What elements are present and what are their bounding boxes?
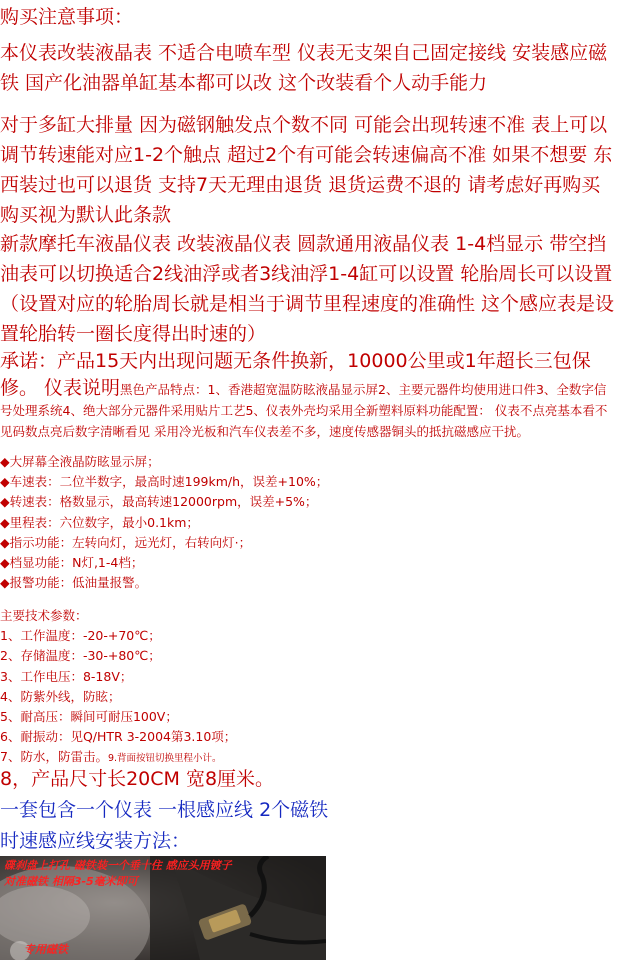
size-line: 8，产品尺寸长20CM 宽8厘米。 [0,768,275,790]
param-item: 4、防紫外线，防眩； [0,688,121,704]
product-features-text: 黑色产品特点：1、香港超宽温防眩液晶显示屏2、主要元器件均使用进口件3、全数字信号处理系统4、绝大部分元器件采用贴片工艺5、仪表外壳均采用全新塑料原料功能配置： 仪表不点亮基本看不见码数点亮后数字清晰看见 采用冷光板和汽车仪表差不多，速度传感器铜头的抵抗磁感应干扰。 [0,382,608,439]
install-photo [0,856,326,960]
param-item: 5、耐高压：瞬间可耐压100V； [0,709,178,725]
spec-item: ◆报警功能：低油量报警。 [0,575,148,591]
params-title: 主要技术参数： [0,608,88,623]
install-heading: 时速感应线安装方法： [0,830,191,852]
photo-caption-3: 专用磁铁 [24,943,68,956]
spec-item: ◆车速表：二位半数字，最高时速199km/h，误差+10%； [0,474,329,490]
param-item: 2、存储温度：-30-+80℃； [0,648,161,664]
tech-params [0,606,618,770]
param-item-text: 7、防水，防雷击。 [0,749,108,765]
photo-caption-1: 碟刹盘上打孔 磁铁装一个垂十住 感应头用镀子 [4,859,232,872]
warranty-text: 承诺：产品15天内出现问题无条件换新，10000公里或1年超长三包保修。 仪表说明 [0,350,591,399]
product-description: 新款摩托车液晶仪表 改装液晶仪表 圆款通用液晶仪表 1-4档显示 带空挡 油表可以切换适合2线油浮或者3线油浮1-4缸可以设置 轮胎周长可以设置（设置对应的轮胎周长就是相当于调节里程速度的准确性 这个感应表是设置轮胎转一圈长度得出时速的） [0,233,615,345]
param-item: 6、耐振动：见Q/HTR 3-2004第3.10项； [0,729,237,745]
spec-item: ◆里程表：六位数字，最小0.1km； [0,514,199,530]
notice-paragraph-2: 对于多缸大排量 因为磁钢触发点个数不同 可能会出现转速不准 表上可以调节转速能对应1-2个触点 超过2个有可能会转速偏高不准 如果不想要 东西装过也可以退货 支持7天无理由退货 退货运费不退的 请考虑好再购买 购买视为默认此条款 [0,114,613,226]
spec-item: ◆大屏幕全液晶防眩显示屏； [0,454,160,469]
warranty-paragraph [0,346,618,442]
param-item: 1、工作温度：-20-+70℃； [0,628,161,644]
spec-item: ◆转速表：格数显示，最高转速12000rpm，误差+5%； [0,494,318,510]
param-item: 3、工作电压：8-18V； [0,668,133,684]
spec-list [0,452,618,593]
photo-caption-2: 对准磁铁 相隔3-5毫米即可 [4,875,138,888]
spec-item: ◆指示功能：左转向灯，远光灯，右转向灯·； [0,534,252,550]
param-note: 9.背面按钮切换里程小计。 [107,753,222,765]
package-line: 一套包含一个仪表 一根感应线 2个磁铁 [0,799,329,821]
page-heading: 购买注意事项： [0,6,134,28]
notice-paragraph-1: 本仪表改装液晶表 不适合电喷车型 仪表无支架自己固定接线 安装感应磁铁 国产化油器单缸基本都可以改 这个改装看个人动手能力 [0,42,608,94]
spec-item: ◆档显功能：N灯,1-4档； [0,555,144,571]
